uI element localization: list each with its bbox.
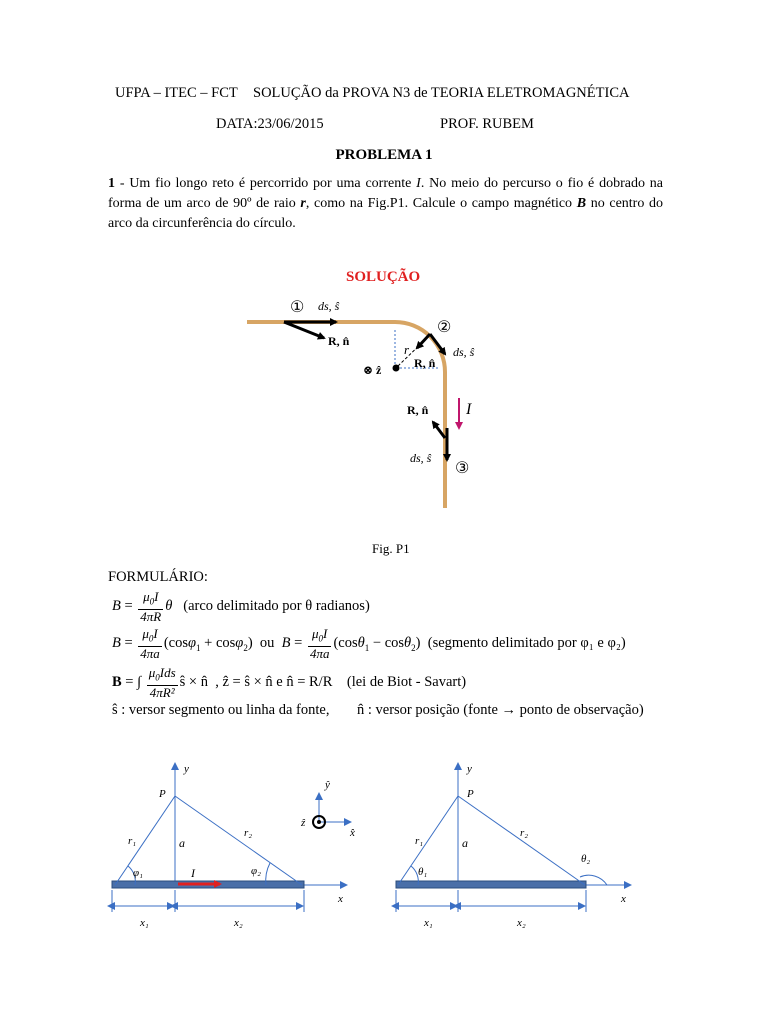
fraction-seg-theta: $\frac{\mu_0I}{4\pi a}$: [309, 626, 330, 661]
fraction-arc: $\frac{\mu_0I}{4\pi R}$: [140, 589, 162, 624]
problem-number: 1: [108, 176, 115, 191]
left-x1-label: x₁: [140, 917, 149, 929]
solution-heading: SOLUÇÃO: [346, 269, 421, 285]
right-theta2-label: θ₂: [581, 853, 591, 865]
fraction-seg-phi: $\frac{\mu_0I}{4\pi a}$: [140, 626, 160, 661]
figure-caption: Fig. P1: [372, 541, 410, 556]
header-institution: UFPA – ITEC – FCT: [115, 85, 238, 101]
right-y-label: y: [467, 763, 472, 775]
formula-segment-note: (segmento delimitado por φ₁ e φ₂): [427, 635, 626, 652]
ds-vector-2: [430, 334, 445, 354]
ds-label-1: ds, ŝ: [318, 299, 340, 313]
formula-versor-s: ŝ : versor segmento ou linha da fonte,: [112, 702, 330, 718]
R-label-1: R, n̂: [328, 334, 350, 348]
R-vector-1: [284, 322, 324, 338]
formula-arc: B = $\frac{\mu_0I}{4\pi R}$ θ (arco delimitado por θ radianos): [112, 589, 370, 624]
ds-label-3: ds, ŝ: [410, 451, 432, 465]
right-P-label: P: [467, 788, 474, 800]
left-r1: [115, 796, 175, 885]
formula-biot-savart: B = ∫ $\frac{\mu_0Ids}{\text{4πR²}}$ ŝ × n̂ , ẑ = ŝ × n̂ e n̂ = R/R (lei de Biot - Savart): [112, 665, 467, 700]
left-phi1-label: φ₁: [133, 867, 143, 879]
figure-p1: [0, 290, 768, 530]
z-label: ⊗ ẑ: [363, 363, 382, 377]
left-diagram: [112, 763, 346, 929]
current-symbol: I: [416, 176, 421, 191]
axes-y-label: ŷ: [325, 779, 330, 791]
formulary-heading: FORMULÁRIO:: [108, 569, 208, 585]
right-x1-label: x₁: [424, 917, 433, 929]
statement-part-a: - Um fio longo reto é percorrido por uma corrente: [115, 176, 417, 191]
R-vector-2: [417, 334, 430, 348]
marker-3: ③: [455, 460, 470, 477]
ds-label-2: ds, ŝ: [453, 345, 475, 359]
right-wire-segment: [396, 881, 586, 888]
formula-versor-n: n̂ : versor posição (fonte → ponto de observação): [357, 702, 644, 718]
left-r1-label: r₁: [128, 835, 137, 847]
left-a-label: a: [179, 836, 185, 850]
problem-heading: PROBLEMA 1: [335, 147, 433, 163]
right-r2: [458, 796, 585, 885]
header-professor: PROF. RUBEM: [440, 116, 534, 132]
formula-arc-note: (arco delimitado por θ radianos): [183, 598, 370, 615]
header-exam-title: SOLUÇÃO da PROVA N3 de TEORIA ELETROMAGNÉTICA: [253, 85, 630, 101]
axes-z-dot: [317, 820, 321, 824]
right-r2-label: r₂: [520, 827, 529, 839]
segment-diagrams: [0, 750, 768, 950]
left-I-label: I: [191, 866, 195, 880]
left-r2-label: r₂: [244, 827, 253, 839]
I-label: I: [466, 401, 472, 418]
formula-biot-note: (lei de Biot - Savart): [346, 674, 467, 691]
statement-part-c: , como na Fig.P1. Calcule o campo magnético: [305, 196, 577, 211]
right-r1-label: r₁: [415, 835, 424, 847]
right-r1: [398, 796, 458, 885]
right-diagram: [396, 763, 630, 929]
left-y-label: y: [184, 763, 189, 775]
center-point: [393, 365, 400, 372]
axes-x-label: x̂: [350, 827, 355, 839]
left-x2-label: x₂: [234, 917, 243, 929]
axes-orientation: [300, 779, 355, 839]
R-label-2: R, n̂: [414, 356, 436, 370]
axes-z-label: ẑ: [301, 817, 306, 829]
right-x2-label: x₂: [517, 917, 526, 929]
header-date: DATA:23/06/2015: [216, 116, 324, 132]
field-symbol: B: [576, 196, 587, 211]
marker-1: ①: [290, 299, 305, 316]
formula-unit-relations: , ẑ = ŝ × n̂ e n̂ = R/R: [215, 674, 333, 691]
r-label: r: [404, 342, 410, 357]
marker-2: ②: [437, 319, 452, 336]
statement-part-b: . No meio do percurso o fio é dobrado na forma de um arco de 90º de raio: [108, 176, 663, 211]
fraction-biot: $\frac{\mu_0Ids}{\text{4πR²}}$: [148, 665, 176, 700]
left-phi2-label: φ₂: [251, 865, 261, 877]
formula-segment-or: ou: [259, 635, 275, 652]
right-theta1-label: θ₁: [418, 866, 428, 878]
statement-part-d: no centro do arco da circunferência do círculo.: [108, 196, 663, 231]
radius-symbol: r: [300, 196, 306, 211]
left-P-label: P: [159, 788, 166, 800]
right-x-label: x: [621, 893, 626, 905]
right-a-label: a: [462, 836, 468, 850]
problem-statement: [108, 174, 663, 234]
formula-segment: B = $\frac{\mu_0I}{4\pi a}$ (cosφ$_1$ + cosφ$_2$) ou B = $\frac{\mu_0I}{4\pi a}$ (cosθ$_1$ − cosθ$_2$) (segmento delimitado por φ₁ e φ₂): [112, 626, 626, 661]
R-label-3: R, n̂: [407, 403, 429, 417]
left-x-label: x: [338, 893, 343, 905]
